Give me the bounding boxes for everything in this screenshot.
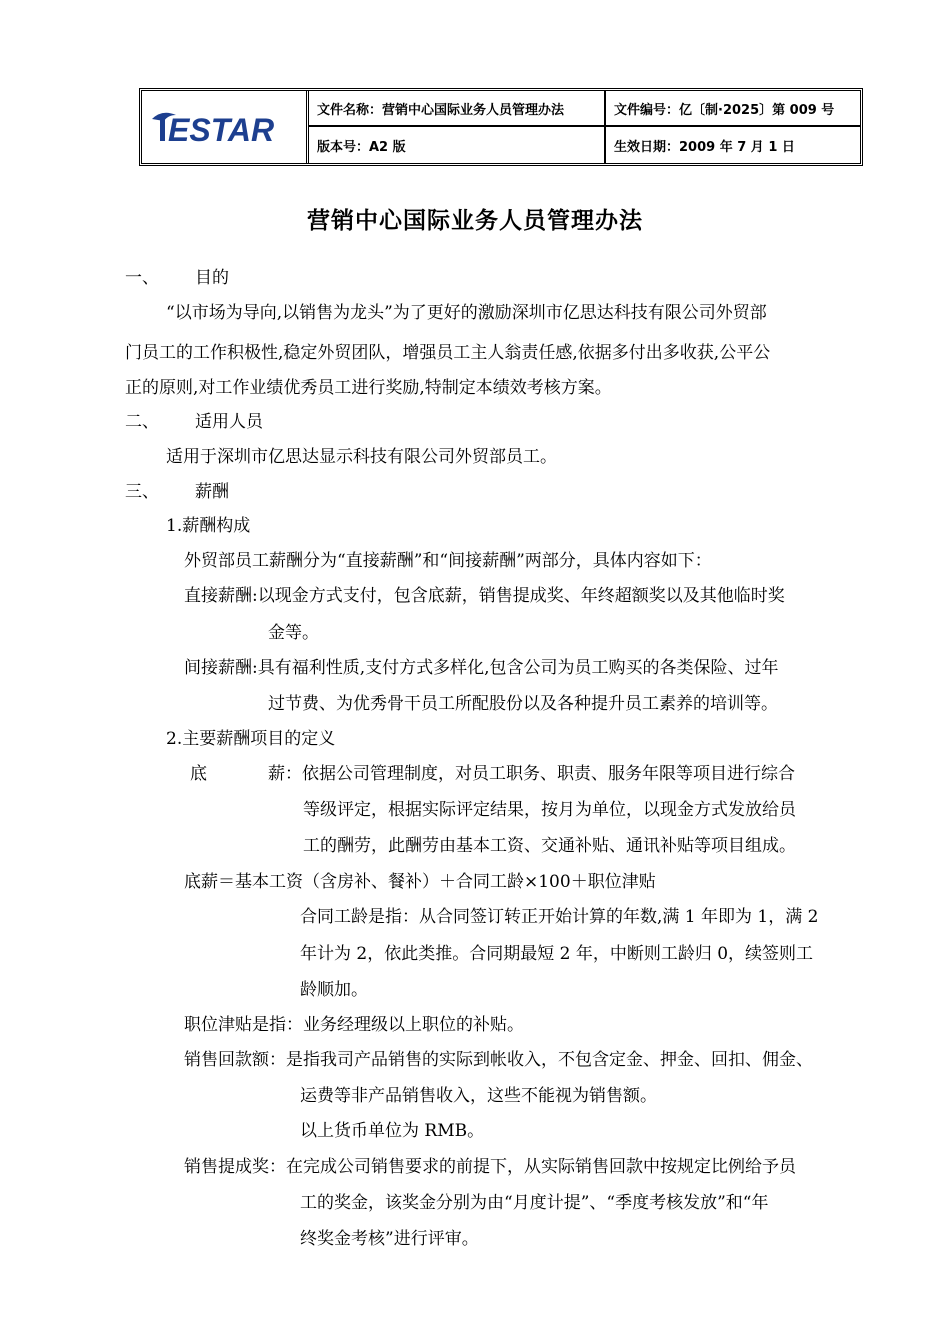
section-1-title: 目的: [195, 268, 229, 288]
commission-definition: 销售提成奖：在完成公司销售要求的前提下，从实际销售回款中按规定比例给予员: [184, 1157, 796, 1177]
direct-pay-definition: 金等。: [268, 623, 319, 643]
section-1-paragraph: “以市场为导向,以销售为龙头”为了更好的激励深圳市亿思达科技有限公司外贸部: [166, 303, 767, 323]
version-cell: 版本号：A2 版: [309, 127, 606, 163]
sales-receipts-definition: 运费等非产品销售收入，这些不能视为销售额。: [300, 1086, 657, 1106]
base-salary-definition: 工的酬劳，此酬劳由基本工资、交通补贴、通讯补贴等项目组成。: [303, 836, 796, 856]
section-2-title: 适用人员: [195, 412, 263, 432]
base-salary-definition: 等级评定，根据实际评定结果，按月为单位，以现金方式发放给员: [303, 800, 796, 820]
effective-date-cell: 生效日期：2009 年 7 月 1 日: [614, 139, 795, 155]
section-1-paragraph: 正的原则,对工作业绩优秀员工进行奖励,特制定本绩效考核方案。: [125, 378, 612, 398]
commission-definition: 工的奖金，该奖金分别为由“月度计提”、“季度考核发放”和“年: [300, 1193, 769, 1213]
file-name-cell: 文件名称：营销中心国际业务人员管理办法: [309, 91, 606, 127]
subsection-1-paragraph: 外贸部员工薪酬分为“直接薪酬”和“间接薪酬”两部分，具体内容如下：: [184, 551, 712, 571]
commission-definition: 终奖金考核”进行评审。: [300, 1229, 479, 1249]
tenure-definition: 龄顺加。: [300, 980, 368, 1000]
section-1-paragraph: 门员工的工作积极性,稳定外贸团队，增强员工主人翁责任感,依据多付出多收获,公平公: [125, 343, 771, 363]
section-3-title: 薪酬: [195, 482, 229, 502]
company-logo: [142, 91, 309, 163]
section-1-number: 一、: [125, 268, 159, 288]
subsection-2-title: 2.主要薪酬项目的定义: [166, 729, 336, 749]
direct-pay-definition: 直接薪酬:以现金方式支付，包含底薪，销售提成奖、年终超额奖以及其他临时奖: [184, 586, 785, 606]
testar-logo-icon: [146, 105, 302, 149]
file-number-cell: 文件编号：亿〔制·2025〕第 009 号: [606, 91, 860, 127]
base-salary-formula: 底薪＝基本工资（含房补、餐补）＋合同工龄×100＋职位津贴: [184, 872, 656, 892]
base-salary-label: 底: [190, 764, 207, 784]
tenure-definition: 年计为 2，依此类推。合同期最短 2 年，中断则工龄归 0，续签则工: [300, 944, 814, 964]
document-title: 营销中心国际业务人员管理办法: [307, 208, 643, 234]
allowance-definition: 职位津贴是指：业务经理级以上职位的补贴。: [184, 1015, 524, 1035]
base-salary-definition: 薪：依据公司管理制度，对员工职务、职责、服务年限等项目进行综合: [268, 764, 795, 784]
section-2-number: 二、: [125, 412, 159, 432]
currency-note: 以上货币单位为 RMB。: [300, 1121, 485, 1141]
tenure-definition: 合同工龄是指：从合同签订转正开始计算的年数,满 1 年即为 1，满 2: [300, 907, 819, 927]
subsection-1-title: 1.薪酬构成: [166, 516, 251, 536]
document-header-table: [139, 88, 863, 166]
sales-receipts-definition: 销售回款额：是指我司产品销售的实际到帐收入，不包含定金、押金、回扣、佣金、: [184, 1050, 813, 1070]
indirect-pay-definition: 过节费、为优秀骨干员工所配股份以及各种提升员工素养的培训等。: [268, 694, 778, 714]
section-2-paragraph: 适用于深圳市亿思达显示科技有限公司外贸部员工。: [166, 447, 557, 467]
indirect-pay-definition: 间接薪酬:具有福利性质,支付方式多样化,包含公司为员工购买的各类保险、过年: [184, 658, 779, 678]
svg-text:ESTAR: ESTAR: [168, 112, 275, 148]
section-3-number: 三、: [125, 482, 159, 502]
